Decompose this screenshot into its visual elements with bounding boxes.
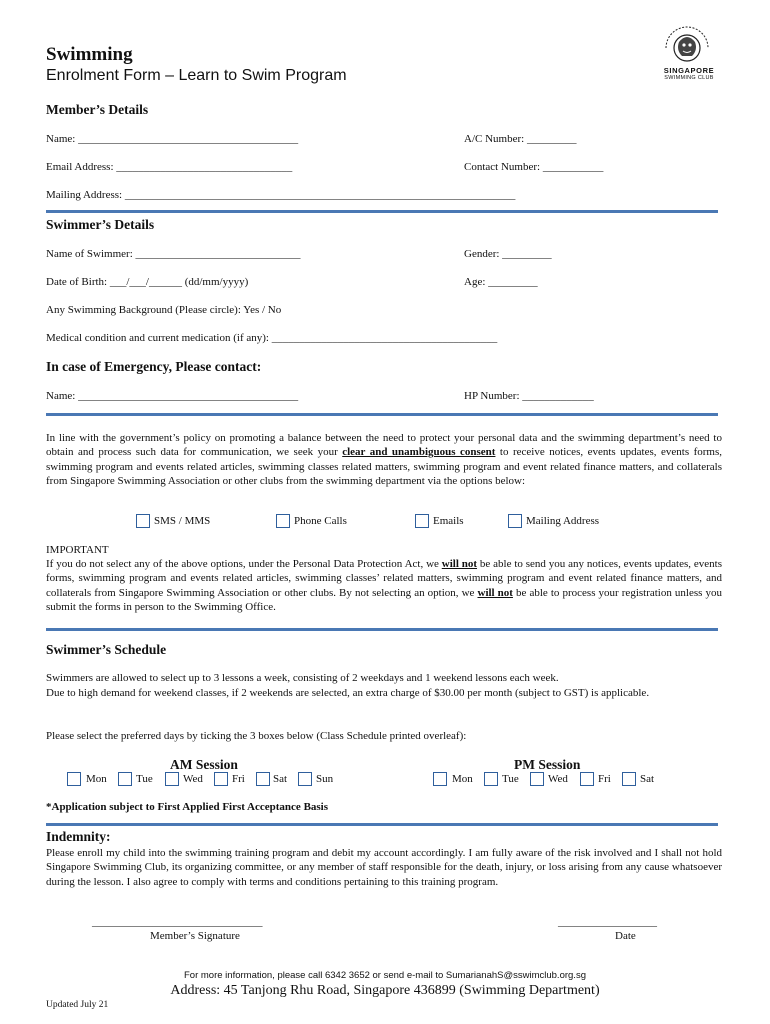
date-line[interactable]: __________________ (558, 916, 657, 928)
schedule-line-1: Swimmers are allowed to select up to 3 lessons a week, consisting of 2 weekdays and 1 weekend lessons each week. (46, 672, 559, 684)
pm-mon-label: Mon (452, 773, 473, 785)
am-tue-checkbox[interactable] (118, 772, 132, 786)
consent-paragraph (46, 431, 722, 489)
mailing-address-label: Mailing Address (526, 515, 600, 527)
pm-fri-checkbox[interactable] (580, 772, 594, 786)
emergency-name-field[interactable]: Name: ________________________________________ (46, 390, 299, 402)
schedule-line-3: Please select the preferred days by ticking the 3 boxes below (Class Schedule printed overleaf): (46, 730, 467, 742)
contact-number-field[interactable]: Contact Number: ___________ (464, 161, 604, 173)
updated-date: Updated July 21 (46, 1000, 109, 1010)
form-title: Swimming (46, 44, 133, 65)
members-details-heading: Member’s Details (46, 102, 149, 117)
pm-tue-checkbox[interactable] (484, 772, 498, 786)
indemnity-heading: Indemnity: (46, 829, 111, 844)
logo-text-main: SINGAPORE (663, 66, 715, 75)
am-session-heading: AM Session (170, 757, 238, 772)
member-signature-line[interactable]: _______________________________ (92, 916, 263, 928)
swimmers-details-heading: Swimmer’s Details (46, 217, 155, 232)
pm-mon-checkbox[interactable] (433, 772, 447, 786)
pm-wed-checkbox[interactable] (530, 772, 544, 786)
mailing-address-field[interactable]: Mailing Address: _______________________________________________________________________ (46, 189, 516, 201)
email-field[interactable]: Email Address: ________________________________ (46, 161, 293, 173)
important-text-part1: If you do not select any of the above options, under the Personal Data Protection Act, we (46, 558, 442, 570)
pm-session-heading: PM Session (514, 757, 581, 772)
consent-text-part2: to receive notices, events updates, events forms, swimming program and events related articles, swimming classes related matters, swimming program and event related finance matters, and collaterals from Singapore Swimming Association or other clubs from the swimming department via the options below: (46, 446, 722, 488)
contact-info: For more information, please call 6342 3652 or send e-mail to SumarianahS@sswimclub.org.sg (184, 970, 586, 981)
am-fri-label: Fri (232, 773, 245, 785)
important-text-part2: be able to send you any notices, events updates, events forms, swimming program and events related articles, swimming classes’ related matters, swimming program and event related finance matters, and collaterals from Singapore Swimming Association or other clubs. By not selecting an option, we (46, 558, 722, 599)
sms-mms-checkbox[interactable] (136, 514, 150, 528)
age-field[interactable]: Age: _________ (464, 276, 538, 288)
address-line: Address: 45 Tanjong Rhu Road, Singapore 436899 (Swimming Department) (170, 983, 600, 998)
pm-tue-label: Tue (502, 773, 519, 785)
pm-wed-label: Wed (548, 773, 568, 785)
am-sat-label: Sat (273, 773, 288, 785)
consent-emphasis: clear and unambiguous consent (342, 446, 496, 459)
logo-text-sub: SWIMMING CLUB (664, 75, 714, 81)
phone-calls-label: Phone Calls (294, 515, 347, 527)
pm-sat-checkbox[interactable] (622, 772, 636, 786)
member-signature-label: Member’s Signature (150, 930, 240, 942)
gender-field[interactable]: Gender: _________ (464, 248, 552, 260)
am-wed-label: Wed (183, 773, 203, 785)
emails-label: Emails (433, 515, 464, 527)
acceptance-note: *Application subject to First Applied First Acceptance Basis (46, 801, 329, 813)
am-wed-checkbox[interactable] (165, 772, 179, 786)
pm-sat-label: Sat (640, 773, 655, 785)
date-label: Date (615, 930, 636, 942)
pm-fri-label: Fri (598, 773, 611, 785)
section-divider (46, 413, 718, 416)
will-not-emphasis-2: will not (477, 586, 513, 599)
club-logo (652, 18, 722, 84)
dob-field[interactable]: Date of Birth: ___/___/______ (dd/mm/yyyy) (46, 276, 249, 288)
consent-text-part1: In line with the government’s policy on promoting a balance between the need to protect your personal data and the swimming department’s need to obtain and process such data for communication, we seek your (46, 432, 722, 459)
hp-number-field[interactable]: HP Number: _____________ (464, 390, 594, 402)
emails-checkbox[interactable] (415, 514, 429, 528)
indemnity-text: Please enroll my child into the swimming training program and debit my account accordingly. I am fully aware of the risk involved and I shall not hold Singapore Swimming Club, its organizing committee, or any member of staff responsible for the death, injury, or loss arising from any cause whatsoever during the lesson. I also agree to comply with terms and conditions pertaining to this training program. (46, 847, 722, 888)
am-mon-label: Mon (86, 773, 107, 785)
am-sun-label: Sun (316, 773, 334, 785)
swimmer-name-field[interactable]: Name of Swimmer: ______________________________ (46, 248, 301, 260)
am-mon-checkbox[interactable] (67, 772, 81, 786)
phone-calls-checkbox[interactable] (276, 514, 290, 528)
important-heading: IMPORTANT (46, 544, 109, 556)
am-fri-checkbox[interactable] (214, 772, 228, 786)
swimming-background-field[interactable]: Any Swimming Background (Please circle): Yes / No (46, 304, 282, 316)
am-sun-checkbox[interactable] (298, 772, 312, 786)
schedule-line-2: Due to high demand for weekend classes, if 2 weekends are selected, an extra charge of $30.00 per month (subject to GST) is applicable. (46, 687, 650, 699)
will-not-emphasis-1: will not (441, 558, 478, 570)
am-tue-label: Tue (136, 773, 153, 785)
ac-number-field[interactable]: A/C Number: _________ (464, 133, 577, 145)
sms-mms-label: SMS / MMS (154, 515, 211, 527)
important-text-part3: be able to process your registration unless you submit the forms in person to the Swimming Office. (46, 586, 722, 614)
section-divider (46, 210, 718, 213)
form-subtitle: Enrolment Form – Learn to Swim Program (46, 67, 347, 84)
schedule-heading: Swimmer’s Schedule (46, 642, 167, 657)
medical-condition-field[interactable]: Medical condition and current medication (if any): _________________________________________ (46, 332, 498, 344)
important-paragraph (46, 557, 722, 615)
section-divider (46, 823, 718, 826)
section-divider (46, 628, 718, 631)
member-name-field[interactable]: Name: ________________________________________ (46, 133, 299, 145)
mailing-address-checkbox[interactable] (508, 514, 522, 528)
am-sat-checkbox[interactable] (256, 772, 270, 786)
emergency-heading: In case of Emergency, Please contact: (46, 359, 262, 374)
